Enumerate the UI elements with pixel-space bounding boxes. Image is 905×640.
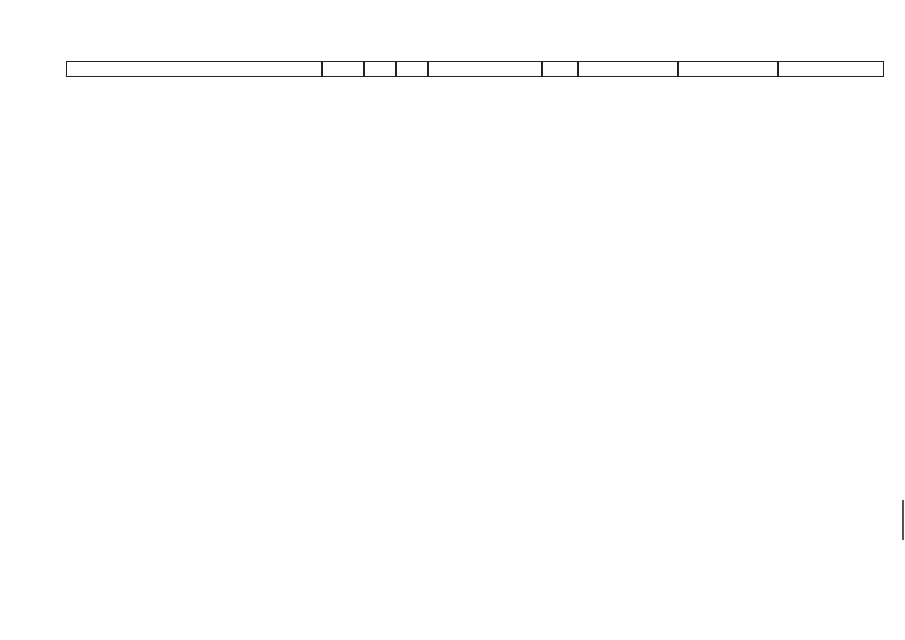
header-2020: [578, 61, 678, 77]
header-name: [66, 61, 322, 77]
header-rz: [364, 61, 396, 77]
header-pr: [396, 61, 428, 77]
header-vr: [542, 61, 578, 77]
header-ved: [322, 61, 364, 77]
page-edge-mark: [902, 500, 904, 540]
header-csr: [428, 61, 542, 77]
header-2022: [778, 61, 884, 77]
header-2021: [678, 61, 778, 77]
